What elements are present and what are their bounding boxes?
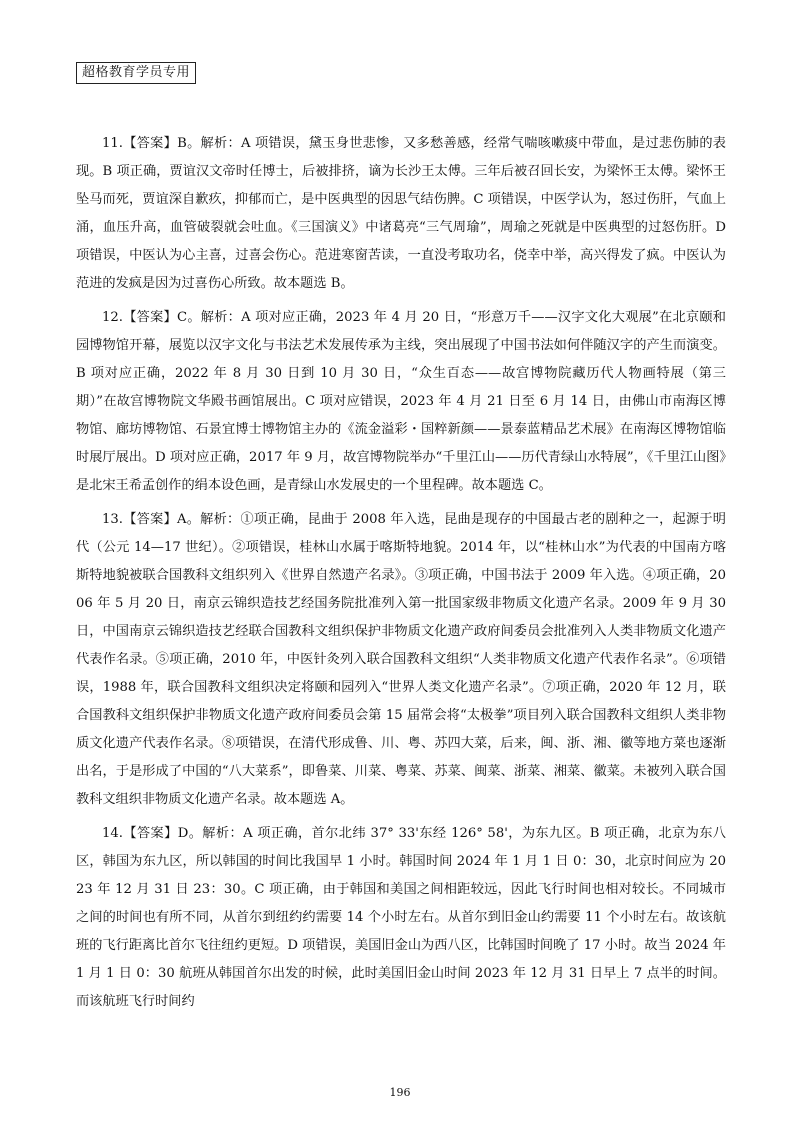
answer-content [76,130,726,1022]
answer-12: 12.【答案】C。解析：A 项对应正确，2023 年 4 月 20 日，“形意万千——汉字文化大观展”在北京颐和园博物馆开幕，展览以汉字文化与书法艺术发展传承为主线，突出展现了中国书法如何伴随汉字的产生而演变。B 项对应正确，2022 年 8 月 30 日到 10 月 30 日，“众生百态——故宫博物院藏历代人物画特展（第三期）”在故宫博物院文华殿书画馆展出。C 项对应错误，2023 年 4 月 21 日至 6 月 14 日，由佛山市南海区博物馆、廊坊博物馆、石景宜博士博物馆主办的《流金溢彩・国粹新颜——景泰蓝精品艺术展》在南海区博物馆临时展厅展出。D 项对应正确，2017 年 9 月，故宫博物院举办“千里江山——历代青绿山水特展”，《千里江山图》是北宋王希孟创作的绢本设色画，是青绿山水发展史的一个里程碑。故本题选 C。 [76,310,726,493]
answer-11: 11.【答案】B。解析：A 项错误，黛玉身世悲惨，又多愁善感，经常气喘咳嗽痰中带血，是过悲伤肺的表现。B 项正确，贾谊汉文帝时任博士，后被排挤，谪为长沙王太傅。三年后被召回长安，为梁怀王太傅。梁怀王坠马而死，贾谊深自歉疚，抑郁而亡，是中医典型的因思气结伤脾。C 项错误，中医学认为，怒过伤肝，气血上涌，血压升高，血管破裂就会吐血。《三国演义》中诸葛亮“三气周瑜”，周瑜之死就是中医典型的过怒伤肝。D 项错误，中医认为心主喜，过喜会伤心。范进寒窗苦读，一直没考取功名，侥幸中举，高兴得发了疯。中医认为范进的发疯是因为过喜伤心所致。故本题选 B。 [76,136,726,291]
header-tag: 超格教育学员专用 [76,62,196,84]
answer-13: 13.【答案】A。解析：①项正确，昆曲于 2008 年入选，昆曲是现存的中国最古老的剧种之一，起源于明代（公元 14—17 世纪）。②项错误，桂林山水属于喀斯特地貌。2014 年，以“桂林山水”为代表的中国南方喀斯特地貌被联合国教科文组织列入《世界自然遗产名录》。③项正确，中国书法于 2009 年入选。④项正确，2006 年 5 月 20 日，南京云锦织造技艺经国务院批准列入第一批国家级非物质文化遗产名录。2009 年 9 月 30 日，中国南京云锦织造技艺经联合国教科文组织保护非物质文化遗产政府间委员会批准列入人类非物质文化遗产代表作名录。⑤项正确，2010 年，中医针灸列入联合国教科文组织“人类非物质文化遗产代表作名录”。⑥项错误，1988 年，联合国教科文组织决定将颐和园列入“世界人类文化遗产名录”。⑦项正确，2020 年 12 月，联合国教科文组织保护非物质文化遗产政府间委员会第 15 届常会将“太极拳”项目列入联合国教科文组织人类非物质文化遗产代表作名录。⑧项错误，在清代形成鲁、川、粤、苏四大菜，后来，闽、浙、湘、徽等地方菜也逐渐出名，于是形成了中国的“八大菜系”，即鲁菜、川菜、粤菜、苏菜、闽菜、浙菜、湘菜、徽菜。未被列入联合国教科文组织非物质文化遗产名录。故本题选 A。 [76,512,726,807]
page-number: 196 [389,1086,411,1099]
answer-14: 14.【答案】D。解析：A 项正确，首尔北纬 37° 33'东经 126° 58'，为东九区。B 项正确，北京为东八区，韩国为东九区，所以韩国的时间比我国早 1 小时。韩国时间 2024 年 1 月 1 日 0：30，北京时间应为 2023 年 12 月 31 日 23：30。C 项正确，由于韩国和美国之间相距较远，因此飞行时间也相对较长。不同城市之间的时间也有所不同，从首尔到纽约约需要 14 个小时左右。从首尔到旧金山约需要 11 个小时左右。故该航班的飞行距离比首尔飞往纽约更短。D 项错误，美国旧金山为西八区，比韩国时间晚了 17 小时。故当 2024 年 1 月 1 日 0：30 航班从韩国首尔出发的时候，此时美国旧金山时间 2023 年 12 月 31 日早上 7 点半的时间。而该航班飞行时间约 [76,826,726,1009]
